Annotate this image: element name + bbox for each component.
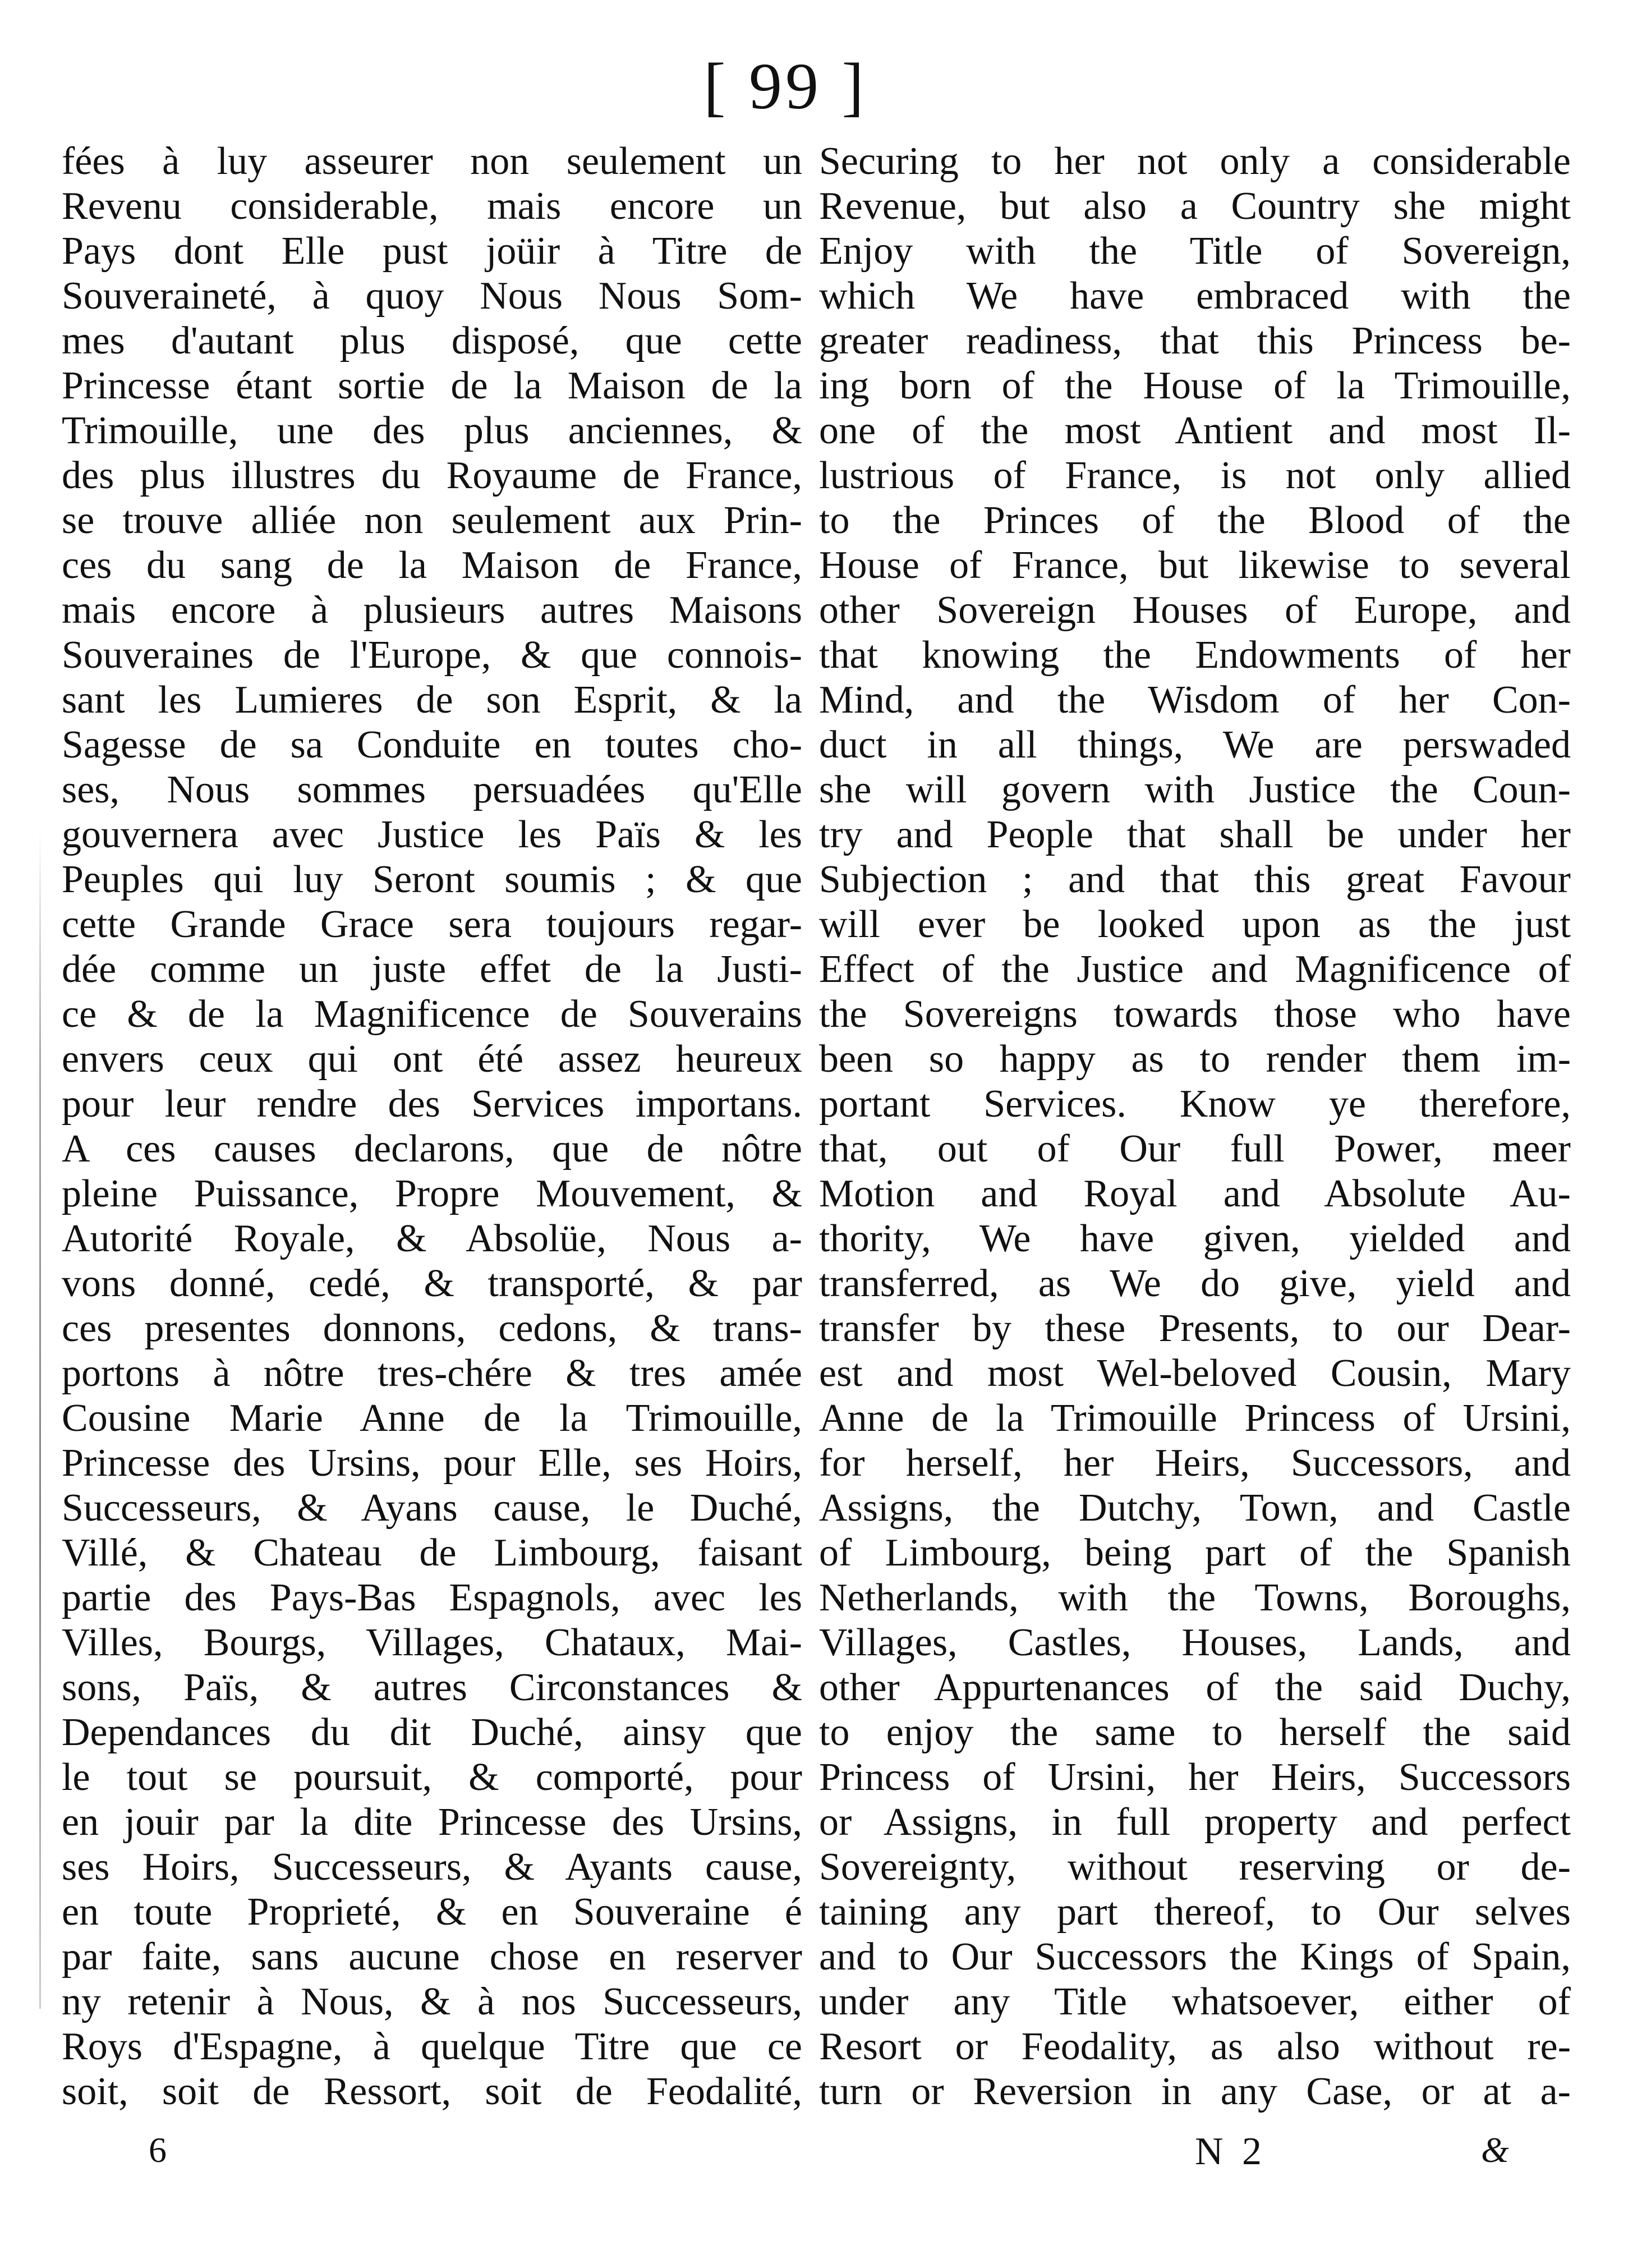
text-line: Resort or Feodality, as also without re- (819, 2025, 1571, 2068)
text-line: which We have embraced with the (819, 274, 1571, 318)
text-line: vons donné, cedé, & transporté, & par (62, 1262, 802, 1305)
text-line: Pays dont Elle pust joüir à Titre de (62, 229, 802, 273)
text-line: Netherlands, with the Towns, Boroughs, (819, 1576, 1571, 1619)
text-line: soit, soit de Ressort, soit de Feodalité, (62, 2070, 802, 2113)
text-line: Autorité Royale, & Absolüe, Nous a- (62, 1217, 802, 1260)
text-line: Souveraineté, à quoy Nous Nous Som- (62, 274, 802, 318)
text-line: Assigns, the Dutchy, Town, and Castle (819, 1486, 1571, 1530)
text-line: pour leur rendre des Services importans. (62, 1082, 802, 1126)
catchword: & (1481, 2130, 1509, 2170)
text-line: Mind, and the Wisdom of her Con- (819, 678, 1571, 722)
text-line: greater readiness, that this Princess be- (819, 319, 1571, 362)
text-line: sant les Lumieres de son Esprit, & la (62, 678, 802, 722)
text-line: Effect of the Justice and Magnificence of (819, 948, 1571, 991)
text-line: ce & de la Magnificence de Souverains (62, 993, 802, 1036)
text-line: Trimouille, une des plus anciennes, & (62, 409, 802, 452)
text-line: ing born of the House of la Trimouille, (819, 364, 1571, 407)
text-line: Revenu considerable, mais encore un (62, 185, 802, 228)
text-line: Successeurs, & Ayans cause, le Duché, (62, 1486, 802, 1530)
text-line: ces du sang de la Maison de France, (62, 544, 802, 587)
text-line: en toute Proprieté, & en Souveraine é (62, 1890, 802, 1934)
text-line: will ever be looked upon as the just (819, 903, 1571, 946)
text-line: envers ceux qui ont été assez heureux (62, 1037, 802, 1081)
text-line: A ces causes declarons, que de nôtre (62, 1127, 802, 1170)
text-line: other Appurtenances of the said Duchy, (819, 1666, 1571, 1709)
signature-mark-right: N 2 (1195, 2130, 1267, 2173)
text-line: en jouir par la dite Princesse des Ursins, (62, 1801, 802, 1844)
french-text-column (62, 139, 802, 2114)
text-line: mais encore à plusieurs autres Maisons (62, 589, 802, 632)
english-text-column (819, 139, 1571, 2114)
text-line: ny retenir à Nous, & à nos Successeurs, (62, 1980, 802, 2023)
text-line: she will govern with Justice the Coun- (819, 768, 1571, 811)
text-line: turn or Reversion in any Case, or at a- (819, 2070, 1571, 2113)
text-line: been so happy as to render them im- (819, 1037, 1571, 1081)
text-line: Cousine Marie Anne de la Trimouille, (62, 1397, 802, 1440)
text-line: the Sovereigns towards those who have (819, 993, 1571, 1036)
text-line: le tout se poursuit, & comporté, pour (62, 1756, 802, 1799)
text-line: duct in all things, We are perswaded (819, 723, 1571, 766)
text-line: cette Grande Grace sera toujours regar- (62, 903, 802, 946)
text-line: se trouve alliée non seulement aux Prin- (62, 499, 802, 542)
text-line: portant Services. Know ye therefore, (819, 1082, 1571, 1126)
text-line: Enjoy with the Title of Sovereign, (819, 229, 1571, 273)
text-line: Anne de la Trimouille Princess of Ursini, (819, 1397, 1571, 1440)
text-line: under any Title whatsoever, either of (819, 1980, 1571, 2023)
text-line: Sovereignty, without reserving or de- (819, 1845, 1571, 1889)
text-line: Securing to her not only a considerable (819, 140, 1571, 183)
text-line: transferred, as We do give, yield and (819, 1262, 1571, 1305)
signature-mark-left: 6 (149, 2130, 167, 2170)
text-line: Roys d'Espagne, à quelque Titre que ce (62, 2025, 802, 2068)
margin-rule (39, 830, 41, 2009)
text-line: gouvernera avec Justice les Païs & les (62, 813, 802, 856)
text-line: House of France, but likewise to several (819, 544, 1571, 587)
text-line: lustrious of France, is not only allied (819, 454, 1571, 497)
text-line: ces presentes donnons, cedons, & trans- (62, 1307, 802, 1350)
text-line: est and most Wel-beloved Cousin, Mary (819, 1352, 1571, 1395)
text-line: to the Princes of the Blood of the (819, 499, 1571, 542)
text-line: for herself, her Heirs, Successors, and (819, 1441, 1571, 1485)
text-line: dée comme un juste effet de la Justi- (62, 948, 802, 991)
text-line: Princess of Ursini, her Heirs, Successors (819, 1756, 1571, 1799)
page-number: [ 99 ] (703, 49, 867, 123)
text-line: mes d'autant plus disposé, que cette (62, 319, 802, 362)
text-line: try and People that shall be under her (819, 813, 1571, 856)
text-line: Villages, Castles, Houses, Lands, and (819, 1621, 1571, 1664)
text-line: one of the most Antient and most Il- (819, 409, 1571, 452)
text-line: and to Our Successors the Kings of Spain, (819, 1935, 1571, 1978)
text-line: Revenue, but also a Country she might (819, 185, 1571, 228)
text-line: sons, Païs, & autres Circonstances & (62, 1666, 802, 1709)
text-line: that, out of Our full Power, meer (819, 1127, 1571, 1170)
text-line: or Assigns, in full property and perfect (819, 1801, 1571, 1844)
text-line: Princesse étant sortie de la Maison de la (62, 364, 802, 407)
text-line: ses, Nous sommes persuadées qu'Elle (62, 768, 802, 811)
text-line: ses Hoirs, Successeurs, & Ayants cause, (62, 1845, 802, 1889)
text-line: portons à nôtre tres-chére & tres amée (62, 1352, 802, 1395)
text-line: pleine Puissance, Propre Mouvement, & (62, 1172, 802, 1215)
text-line: transfer by these Presents, to our Dear- (819, 1307, 1571, 1350)
text-line: that knowing the Endowments of her (819, 633, 1571, 677)
text-line: par faite, sans aucune chose en reserver (62, 1935, 802, 1978)
text-line: taining any part thereof, to Our selves (819, 1890, 1571, 1934)
text-line: Dependances du dit Duché, ainsy que (62, 1711, 802, 1754)
text-line: Princesse des Ursins, pour Elle, ses Hoirs, (62, 1441, 802, 1485)
text-line: Motion and Royal and Absolute Au- (819, 1172, 1571, 1215)
text-line: Sagesse de sa Conduite en toutes cho- (62, 723, 802, 766)
text-line: Subjection ; and that this great Favour (819, 858, 1571, 901)
text-line: fées à luy asseurer non seulement un (62, 140, 802, 183)
text-line: Villes, Bourgs, Villages, Chataux, Mai- (62, 1621, 802, 1664)
text-line: des plus illustres du Royaume de France, (62, 454, 802, 497)
text-line: to enjoy the same to herself the said (819, 1711, 1571, 1754)
text-line: Souveraines de l'Europe, & que connois- (62, 633, 802, 677)
text-line: of Limbourg, being part of the Spanish (819, 1531, 1571, 1574)
text-line: partie des Pays-Bas Espagnols, avec les (62, 1576, 802, 1619)
text-line: Peuples qui luy Seront soumis ; & que (62, 858, 802, 901)
text-line: other Sovereign Houses of Europe, and (819, 589, 1571, 632)
text-line: Villé, & Chateau de Limbourg, faisant (62, 1531, 802, 1574)
text-line: thority, We have given, yielded and (819, 1217, 1571, 1260)
